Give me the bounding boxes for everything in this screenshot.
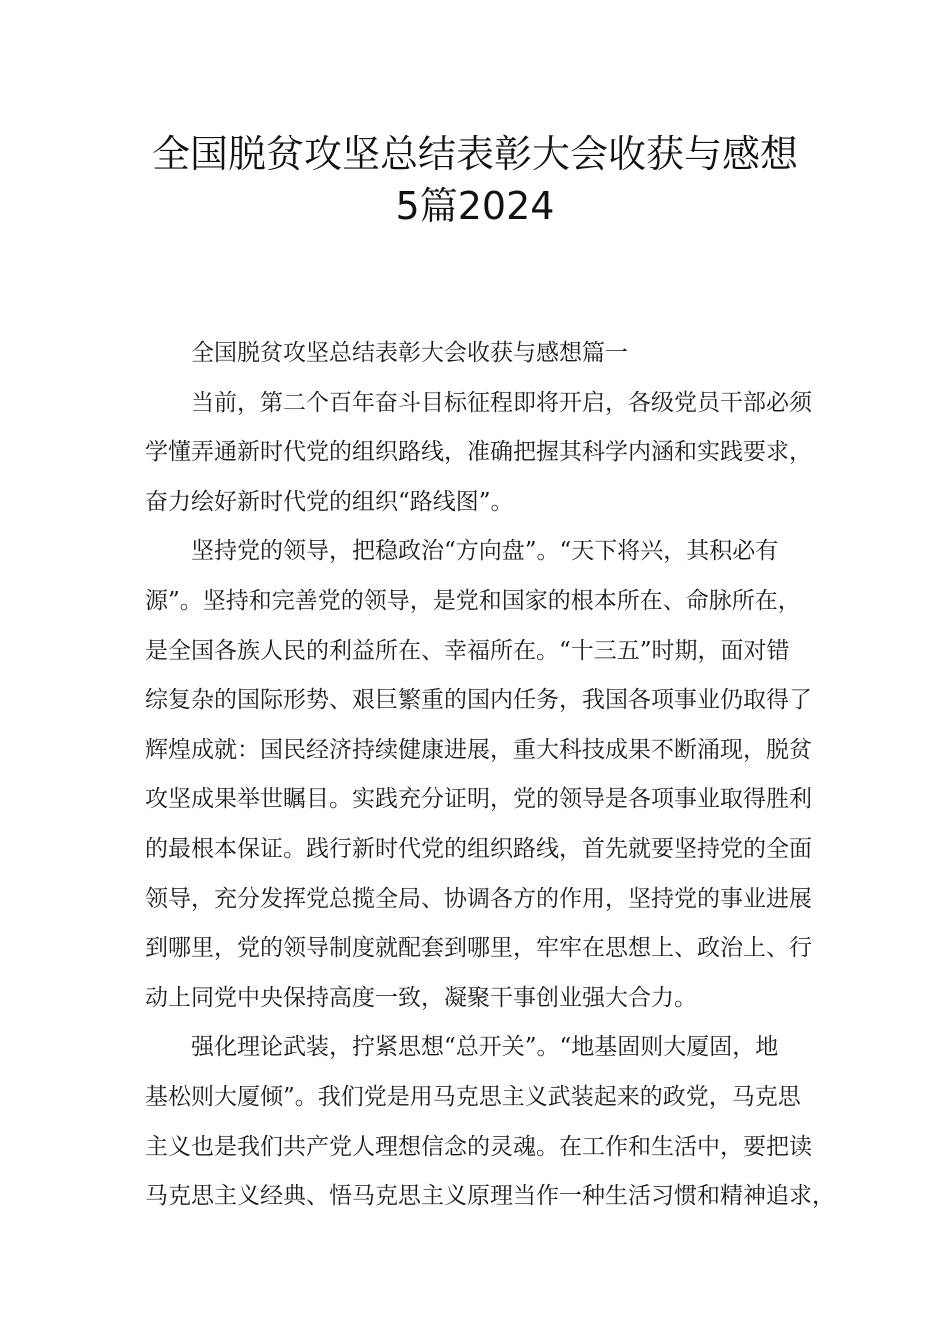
- paragraph-1-line-2: 学懂弄通新时代党的组织路线，准确把握其科学内涵和实践要求，: [145, 439, 812, 466]
- paragraph-3-line-1: 强化理论武装，拧紧思想“总开关”。“地基固则大厦固，地: [191, 1034, 779, 1061]
- document-title: [100, 128, 850, 232]
- paragraph-2-line-3: 是全国各族人民的利益所在、幸福所在。“十三五”时期，面对错: [145, 637, 790, 664]
- paragraph-2-line-8: 领导，充分发挥党总揽全局、协调各方的作用，坚持党的事业进展: [145, 885, 812, 912]
- paragraph-2-line-7: 的最根本保证。践行新时代党的组织路线，首先就要坚持党的全面: [145, 836, 812, 862]
- paragraph-1-line-1: 当前，第二个百年奋斗目标征程即将开启，各级党员干部必须: [191, 389, 812, 416]
- paragraph-2-line-2: 源”。坚持和完善党的领导，是党和国家的根本所在、命脉所在，: [145, 588, 801, 614]
- section-heading: 全国脱贫攻坚总结表彰大会收获与感想篇一: [191, 340, 628, 366]
- document-title-line-1: 全国脱贫攻坚总结表彰大会收获与感想: [151, 132, 798, 176]
- document-title-line-2: 5篇2024: [395, 184, 555, 228]
- paragraph-3-line-2: 基松则大厦倾”。我们党是用马克思主义武装起来的政党，马克思: [145, 1084, 801, 1110]
- paragraph-2-line-6: 攻坚成果举世瞩目。实践充分证明，党的领导是各项事业取得胜利: [145, 786, 812, 813]
- paragraph-1-line-3: 奋力绘好新时代党的组织“路线图”。: [145, 488, 514, 515]
- paragraph-2-line-4: 综复杂的国际形势、艰巨繁重的国内任务，我国各项事业仍取得了: [145, 687, 812, 714]
- paragraph-3-line-4: 马克思主义经典、悟马克思主义原理当作一种生活习惯和精神追求，: [145, 1183, 835, 1210]
- paragraph-2-line-9: 到哪里，党的领导制度就配套到哪里，牢牢在思想上、政治上、行: [145, 935, 812, 962]
- paragraph-2-line-5: 辉煌成就：国民经济持续健康进展，重大科技成果不断涌现，脱贫: [145, 736, 812, 763]
- paragraph-3-line-3: 主义也是我们共产党人理想信念的灵魂。在工作和生活中，要把读: [145, 1133, 812, 1160]
- paragraph-2-line-10: 动上同党中央保持高度一致，凝聚干事创业强大合力。: [145, 984, 697, 1011]
- paragraph-2-line-1: 坚持党的领导，把稳政治“方向盘”。“天下将兴，其积必有: [191, 538, 779, 565]
